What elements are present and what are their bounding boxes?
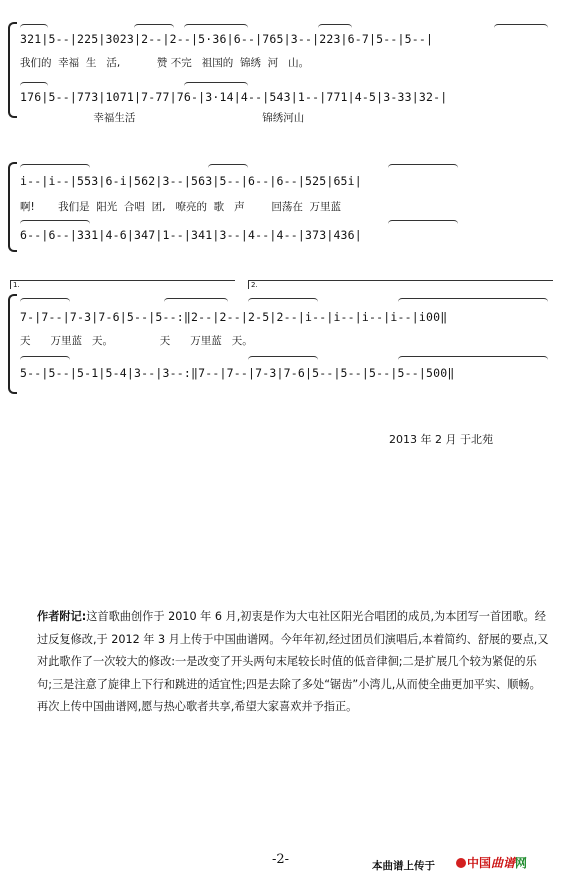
site-logo[interactable] [456,854,527,871]
lyric-lower: 幸福生活 锦绣河山 [20,112,305,124]
slur [20,298,70,304]
site-logo-part2: 曲谱 [491,856,516,870]
lyric-upper: 我们的 幸福 生 活, 赞 不完 祖国的 锦绣 河 山。 [20,57,310,69]
slur [164,298,228,304]
site-logo-icon [456,858,466,868]
upper-voice: i--|i--|553|6-i|562|3--|563|5--|6--|6--|525|65i| [20,174,362,188]
staff-brace [8,22,17,118]
staff-brace [8,162,17,252]
slur [184,82,248,88]
date-line: 2013 年 2 月 于北苑 [389,433,493,446]
slur [20,24,48,30]
site-logo-part3: 网 [515,856,528,870]
lyric-upper: 天 万里蓝 天。 天 万里蓝 天。 [20,335,253,347]
slur [20,164,90,170]
slur [20,356,70,362]
slur [388,164,458,170]
score-system-3 [8,276,556,392]
slur [388,220,458,226]
lower-voice: 6--|6--|331|4-6|347|1--|341|3--|4--|4--|373|436| [20,228,362,242]
slur [248,356,318,362]
slur [398,356,548,362]
slur [208,164,248,170]
slur [248,298,318,304]
upper-voice: 7-|7--|7-3|7-6|5--|5--:‖2--|2--|2-5|2--|i--|i--|i--|i--|i00‖ [20,310,448,324]
author-note [37,606,549,719]
slur [134,24,174,30]
volta-1: 1. [10,280,235,289]
slur [20,220,90,226]
slur [20,82,48,88]
site-logo-part1: 中国 [467,856,492,870]
upper-voice: 321|5--|225|3023|2--|2--|5·36|6--|765|3--|223|6-7|5--|5--| [20,32,434,46]
score-system-2 [8,162,556,254]
upload-credit: 本曲谱上传于 [372,860,435,872]
slur [318,24,352,30]
lyric-upper: 啊! 我们是 阳光 合唱 团, 嘹亮的 歌 声 回荡在 万里蓝 [20,201,342,213]
slur [494,24,548,30]
page-number: -2- [272,852,290,867]
slur [184,24,248,30]
lower-voice: 176|5--|773|1071|7-77|76-|3·14|4--|543|1--|771|4-5|3-33|32-| [20,90,448,104]
staff-brace [8,294,17,394]
volta-2: 2. [248,280,553,289]
author-note-label: 作者附记: [37,610,87,623]
score-system-1 [8,22,556,124]
author-note-text: 这首歌曲创作于 2010 年 6 月,初衷是作为大屯社区阳光合唱团的成员,为本团写一首团歌。经过反复修改,于 2012 年 3 月上传于中国曲谱网。今年年初,经过团员们演唱后,本着简约、舒展的要点,又对此歌作了一次较大的修改:一是改变了开头两句末尾较长时值的低音律徊;二是扩展几个较为紧促的乐句;三是注意了旋律上下行和跳进的适宜性;四是去除了多处“锯齿”小湾儿,从而使全曲更加平实、顺畅。再次上传中国曲谱网,愿与热心歌者共享,希望大家喜欢并予指正。 [37,610,549,713]
slur [398,298,548,304]
lower-voice: 5--|5--|5-1|5-4|3--|3--:‖7--|7--|7-3|7-6|5--|5--|5--|5--|500‖ [20,366,455,380]
